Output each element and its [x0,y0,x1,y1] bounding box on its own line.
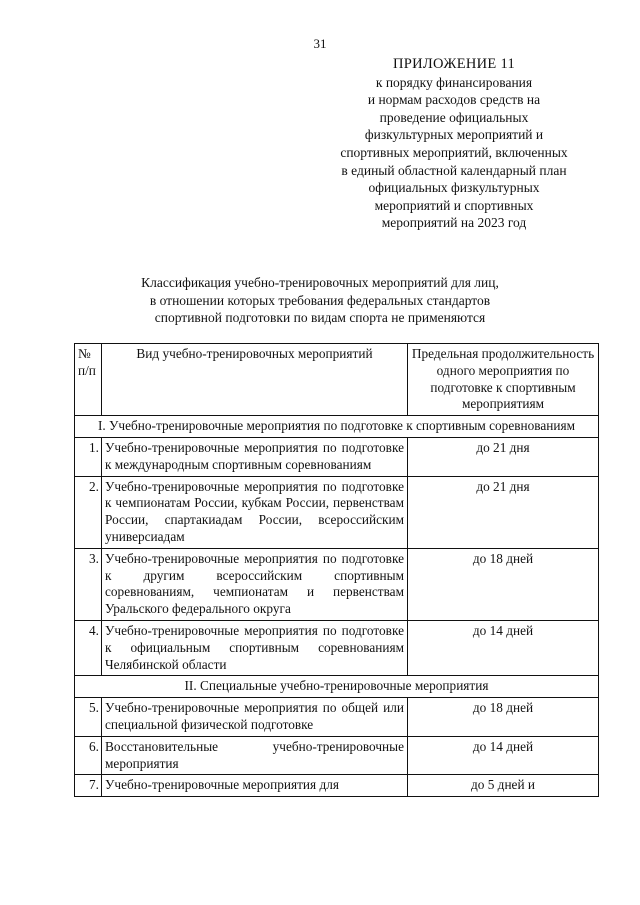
title-line: Классификация учебно-тренировочных мероприятий для лиц, [141,275,499,290]
row-number: 6. [75,736,102,775]
appendix-line: официальных физкультурных [368,180,540,196]
row-number: 7. [75,775,102,797]
row-activity: Восстановительные учебно-тренировочные мероприятия [102,736,408,775]
row-number: 3. [75,548,102,620]
header-kind: Вид учебно-тренировочных мероприятий [102,344,408,416]
row-activity: Учебно-тренировочные мероприятия по подготовке к официальным спортивным соревнованиям Челябинской области [102,620,408,675]
row-number: 5. [75,698,102,737]
row-activity: Учебно-тренировочные мероприятия для [102,775,408,797]
row-duration: до 5 дней и [408,775,599,797]
appendix-line: спортивных мероприятий, включенных [340,144,568,160]
table-row [75,437,599,476]
row-duration: до 14 дней [408,736,599,775]
appendix-line: и нормам расходов средств на [367,92,541,108]
section-title: II. Специальные учебно-тренировочные мероприятия [75,676,599,698]
appendix-line: физкультурных мероприятий и [364,127,544,143]
row-activity: Учебно-тренировочные мероприятия по подготовке к другим всероссийским спортивным соревнованиям, чемпионатам и первенствам Уральского федерального округа [102,548,408,620]
table-row [75,476,599,548]
appendix-line: мероприятий на 2023 год [381,215,527,231]
classification-table [74,343,599,797]
document-title [90,274,550,327]
header-number: № п/п [75,344,102,416]
table-row [75,775,599,797]
row-activity: Учебно-тренировочные мероприятия по подготовке к чемпионатам России, кубкам России, первенствам России, спартакиадам России, всероссийским универсиадам [102,476,408,548]
row-duration: до 14 дней [408,620,599,675]
row-number: 4. [75,620,102,675]
appendix-line: к порядку финансирования [375,74,533,90]
appendix-line: в единый областной календарный план [341,162,567,178]
title-line: спортивной подготовки по видам спорта не применяются [154,310,486,326]
header-duration-limit: Предельная продолжительность одного мероприятия по подготовке к спортивным мероприятиям [408,344,599,416]
row-number: 2. [75,476,102,548]
section-row [75,416,599,438]
row-duration: до 21 дня [408,437,599,476]
table-row [75,698,599,737]
table-header-row [75,344,599,416]
row-duration: до 21 дня [408,476,599,548]
row-duration: до 18 дней [408,698,599,737]
table-row [75,620,599,675]
page-number: 31 [313,36,327,51]
row-activity: Учебно-тренировочные мероприятия по общей или специальной физической подготовке [102,698,408,737]
table-row [75,736,599,775]
section-title: I. Учебно-тренировочные мероприятия по подготовке к спортивным соревнованиям [75,416,599,438]
appendix-block [318,56,590,232]
appendix-heading: ПРИЛОЖЕНИЕ 11 [392,56,516,72]
section-row [75,676,599,698]
row-activity: Учебно-тренировочные мероприятия по подготовке к международным спортивным соревнованиям [102,437,408,476]
title-line: в отношении которых требования федеральных стандартов [149,292,491,308]
appendix-line: мероприятий и спортивных [374,197,534,213]
row-duration: до 18 дней [408,548,599,620]
row-number: 1. [75,437,102,476]
table-row [75,548,599,620]
appendix-line: проведение официальных [379,109,529,125]
